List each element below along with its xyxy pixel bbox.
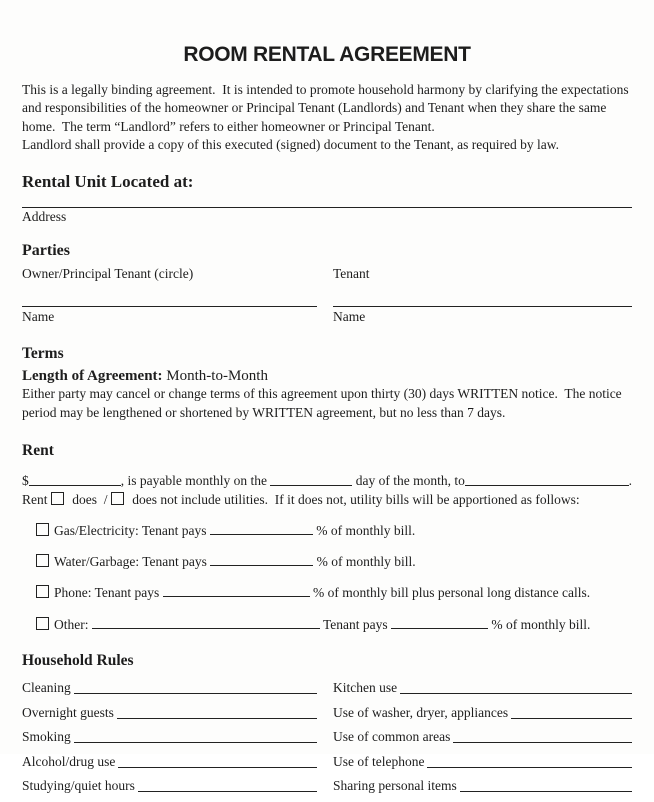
- rule-row-kitchen-use: [333, 679, 632, 704]
- owner-name-label: Name: [22, 308, 55, 324]
- other-checkbox[interactable]: [36, 617, 49, 630]
- rule-row-washer-dryer-appliances: [333, 704, 632, 729]
- owner-name-fill-line[interactable]: [22, 306, 317, 307]
- tenant-name-fill-line[interactable]: [333, 306, 632, 307]
- rent-payto-blank[interactable]: [465, 473, 629, 486]
- rule-row-sharing-personal-items: [333, 777, 632, 802]
- gas-electricity-checkbox[interactable]: [36, 523, 49, 536]
- other-suffix: % of monthly bill.: [488, 617, 591, 632]
- telephone-blank[interactable]: [427, 767, 632, 768]
- rent-does-text: does /: [68, 491, 111, 507]
- cleaning-blank[interactable]: [74, 693, 317, 694]
- studying-quiet-hours-label: Studying/quiet hours: [22, 778, 135, 794]
- water-garbage-checkbox[interactable]: [36, 554, 49, 567]
- rent-does-checkbox[interactable]: [51, 492, 64, 505]
- water-garbage-label: Water/Garbage: Tenant pays: [54, 553, 211, 569]
- telephone-label: Use of telephone: [333, 753, 425, 769]
- household-rules-heading: Household Rules: [22, 651, 134, 669]
- intro-paragraph: [22, 81, 632, 155]
- rent-payable-period: .: [628, 472, 632, 488]
- other-percent-blank[interactable]: [391, 616, 488, 629]
- rent-amount-blank[interactable]: [29, 473, 121, 486]
- phone-percent-blank[interactable]: [163, 584, 310, 597]
- water-garbage-suffix: % of monthly bill.: [313, 553, 416, 569]
- overnight-guests-blank[interactable]: [117, 718, 317, 719]
- length-of-agreement-value: Month-to-Month: [162, 367, 268, 384]
- rent-utilities-prefix: Rent: [22, 491, 51, 507]
- document-title: ROOM RENTAL AGREEMENT: [183, 43, 471, 66]
- rent-does-not-text: does not include utilities. If it does not, utility bills will be apportioned as follows:: [128, 491, 580, 507]
- water-garbage-percent-blank[interactable]: [210, 553, 313, 566]
- rule-row-cleaning: [22, 679, 317, 704]
- tenant-name-label: Name: [333, 308, 366, 324]
- other-description-blank[interactable]: [92, 616, 320, 629]
- overnight-guests-label: Overnight guests: [22, 704, 114, 720]
- smoking-blank[interactable]: [74, 742, 317, 743]
- alcohol-drug-use-blank[interactable]: [118, 767, 317, 768]
- smoking-label: Smoking: [22, 729, 71, 745]
- rent-does-not-checkbox[interactable]: [111, 492, 124, 505]
- owner-principal-label: Owner/Principal Tenant (circle): [22, 266, 194, 281]
- common-areas-blank[interactable]: [453, 742, 632, 743]
- tenant-label: Tenant: [333, 266, 370, 281]
- cleaning-label: Cleaning: [22, 680, 71, 695]
- studying-quiet-hours-blank[interactable]: [138, 791, 317, 792]
- intro-line-1: This is a legally binding agreement. It is intended to promote household harmony by clarifying the expectations and responsibilities of the homeowner or Principal Tenant (Landlords) and Tenant when they share the same home. The term “Landlord” refers to either homeowner or Principal Tenant.: [22, 81, 632, 134]
- rule-row-smoking: [22, 728, 317, 753]
- intro-line-2: Landlord shall provide a copy of this executed (signed) document to the Tenant, as required by law.: [22, 137, 560, 152]
- rent-day-blank[interactable]: [270, 473, 352, 486]
- other-tenant-pays-text: Tenant pays: [319, 617, 392, 632]
- washer-dryer-appliances-blank[interactable]: [511, 718, 632, 719]
- rent-payto-text: day of the month, to: [352, 472, 465, 488]
- household-rules-left-column: [22, 679, 317, 802]
- common-areas-label: Use of common areas: [333, 729, 451, 745]
- alcohol-drug-use-label: Alcohol/drug use: [22, 753, 116, 769]
- phone-label: Phone: Tenant pays: [54, 584, 163, 600]
- gas-electricity-label: Gas/Electricity: Tenant pays: [54, 522, 210, 538]
- rule-row-alcohol-drug-use: [22, 753, 317, 778]
- rent-heading: Rent: [22, 442, 54, 459]
- gas-electricity-suffix: % of monthly bill.: [312, 522, 416, 538]
- household-rules-right-column: [333, 679, 632, 802]
- sharing-personal-items-label: Sharing personal items: [333, 778, 457, 794]
- rental-unit-heading: Rental Unit Located at:: [22, 171, 194, 191]
- washer-dryer-appliances-label: Use of washer, dryer, appliances: [333, 704, 509, 720]
- terms-heading: Terms: [22, 345, 64, 362]
- phone-suffix: % of monthly bill plus personal long distance calls.: [309, 584, 591, 600]
- length-of-agreement-label: Length of Agreement:: [22, 367, 163, 384]
- address-label: Address: [22, 209, 67, 224]
- terms-body: Either party may cancel or change terms of this agreement upon thirty (30) days WRITTEN notice. The notice period may be lengthened or shortened by WRITTEN agreement, but no less than 7 days.: [22, 386, 626, 420]
- sharing-personal-items-blank[interactable]: [460, 791, 632, 792]
- gas-electricity-percent-blank[interactable]: [210, 522, 313, 535]
- kitchen-use-blank[interactable]: [400, 693, 632, 694]
- rule-row-studying-quiet-hours: [22, 777, 317, 802]
- rule-row-telephone: [333, 753, 632, 778]
- phone-checkbox[interactable]: [36, 585, 49, 598]
- rent-dollar-sign: $: [22, 472, 29, 488]
- kitchen-use-label: Kitchen use: [333, 680, 398, 695]
- other-label: Other:: [54, 617, 92, 632]
- rule-row-overnight-guests: [22, 704, 317, 729]
- rent-payable-text: , is payable monthly on the: [120, 472, 271, 488]
- rule-row-common-areas: [333, 728, 632, 753]
- parties-heading: Parties: [22, 241, 70, 259]
